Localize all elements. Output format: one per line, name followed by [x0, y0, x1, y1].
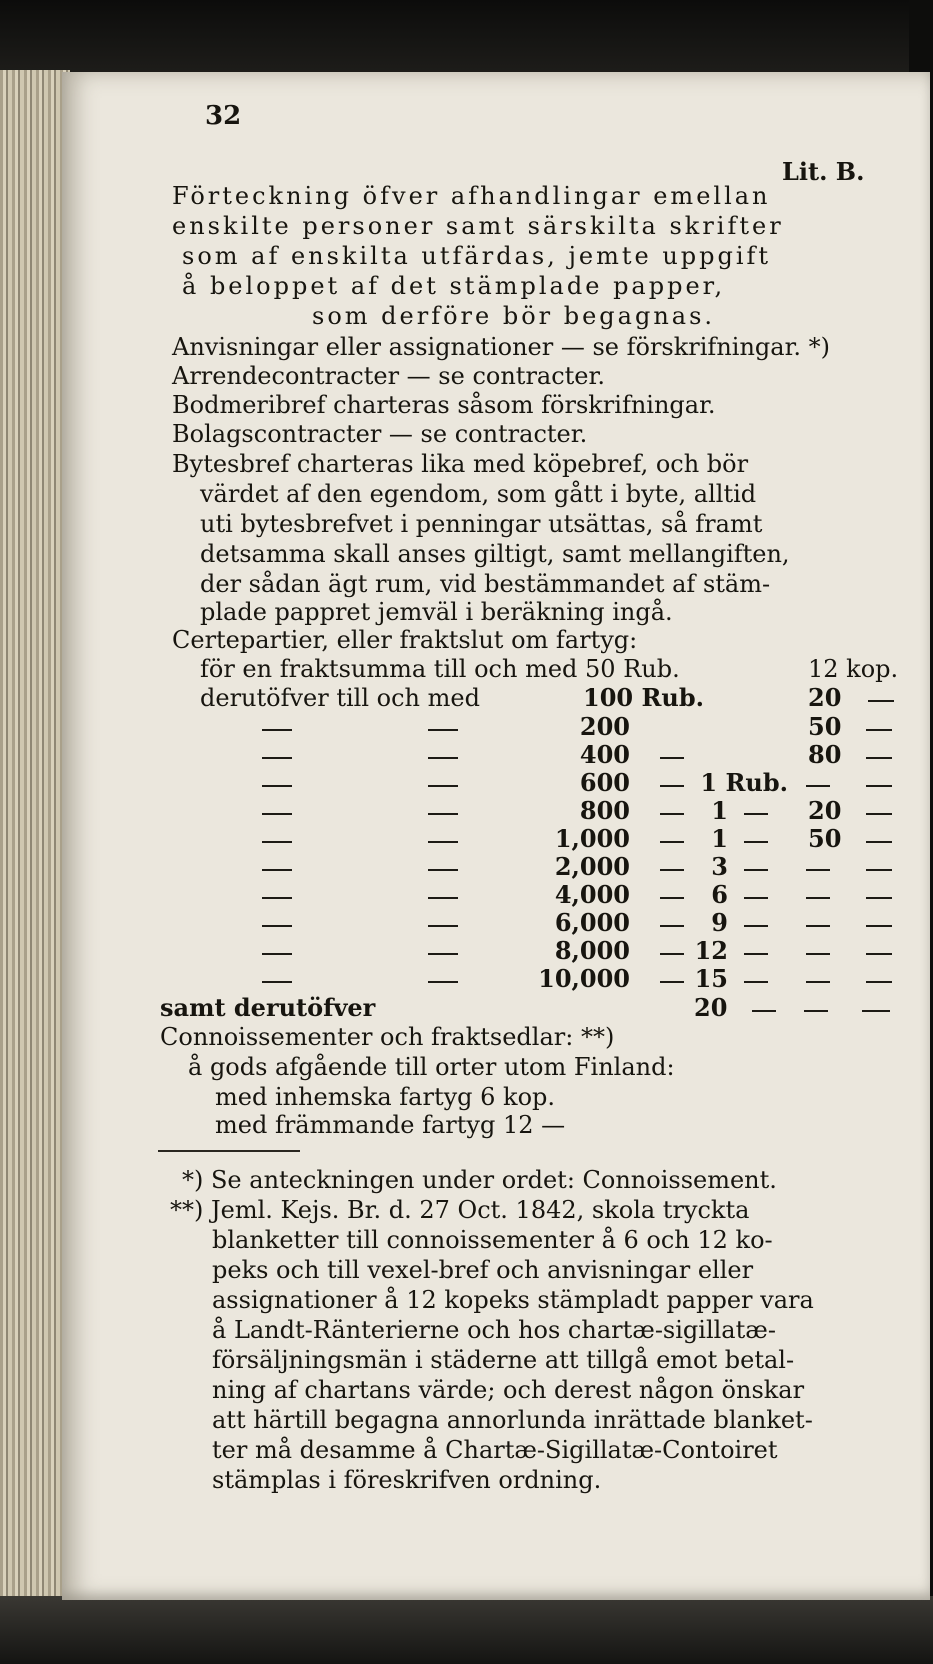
freight-row-rub: 9	[711, 908, 728, 937]
ditto-dash	[744, 925, 768, 927]
entry-bolagscontracter: Bolagscontracter — se contracter.	[172, 420, 588, 448]
ditto-dash	[262, 813, 292, 815]
heading-line-1: Förteckning öfver afhandlingar emellan	[172, 182, 771, 210]
scan-background-bottom	[0, 1596, 933, 1664]
ditto-dash	[262, 869, 292, 871]
ditto-dash	[806, 897, 830, 899]
ditto-dash	[744, 953, 768, 955]
book-page-edges	[0, 70, 70, 1630]
entry-bytesbref-line-6: plade pappret jemväl i beräkning ingå.	[200, 598, 673, 626]
ditto-dash	[744, 813, 768, 815]
freight-second-row-amount: 100 Rub.	[583, 683, 704, 712]
heading-line-3: som af enskilta utfärdas, jemte uppgift	[182, 242, 772, 270]
freight-row-rub: 15	[694, 964, 728, 993]
ditto-dash	[262, 757, 292, 759]
freight-row-kop: 20	[808, 796, 842, 825]
entry-bytesbref-line-3: uti bytesbrefvet i penningar utsättas, så framt	[200, 510, 763, 538]
ditto-dash	[262, 981, 292, 983]
ditto-dash	[804, 1010, 828, 1012]
freight-row-amount: 4,000	[554, 880, 630, 909]
ditto-dash	[744, 981, 768, 983]
ditto-dash	[866, 841, 892, 843]
freight-row-rub: 3	[711, 852, 728, 881]
ditto-dash	[806, 869, 830, 871]
connoissement-line-1: med inhemska fartyg 6 kop.	[215, 1083, 556, 1111]
entry-bytesbref-line-2: värdet af den egendom, som gått i byte, alltid	[200, 480, 757, 508]
connoissement-subheading: å gods afgående till orter utom Finland:	[188, 1053, 675, 1081]
ditto-dash	[428, 869, 458, 871]
footnote-2-line-6: försäljningsmän i städerne att tillgå emot betal-	[212, 1346, 795, 1374]
freight-row-kop: 80	[808, 740, 842, 769]
freight-row-rub: 6	[711, 880, 728, 909]
freight-row-amount: 2,000	[554, 852, 630, 881]
footnote-2-line-5: å Landt-Ränterierne och hos chartæ-sigillatæ-	[212, 1316, 776, 1344]
ditto-dash	[262, 953, 292, 955]
ditto-dash	[262, 925, 292, 927]
ditto-dash	[262, 729, 292, 731]
ditto-dash	[866, 925, 892, 927]
freight-row-amount: 200	[579, 712, 630, 741]
ditto-dash	[806, 953, 830, 955]
entry-bodmeribref: Bodmeribref charteras såsom förskrifningar.	[172, 391, 716, 419]
freight-row-amount: 8,000	[554, 936, 630, 965]
ditto-dash	[660, 757, 684, 759]
heading-line-5: som derföre bör begagnas.	[312, 302, 716, 330]
footnote-2-line-9: ter må desamme å Chartæ-Sigillatæ-Contoiret	[212, 1436, 778, 1464]
entry-bytesbref-line-5: der sådan ägt rum, vid bestämmandet af stäm-	[200, 570, 771, 598]
freight-row-amount: 6,000	[554, 908, 630, 937]
freight-row-amount: 1,000	[554, 824, 630, 853]
freight-second-row-text: derutöfver till och med	[200, 684, 480, 712]
footnote-2-line-3: peks och till vexel-bref och anvisningar eller	[212, 1256, 754, 1284]
ditto-dash	[806, 925, 830, 927]
freight-second-row-kop: 20	[808, 683, 842, 712]
freight-row-amount: 600	[579, 768, 630, 797]
ditto-dash	[660, 813, 684, 815]
ditto-dash	[866, 981, 892, 983]
freight-row-rub: 1 Rub.	[700, 768, 788, 797]
ditto-dash	[660, 925, 684, 927]
ditto-dash	[866, 813, 892, 815]
ditto-dash	[744, 841, 768, 843]
footnote-2-line-10: stämplas i föreskrifven ordning.	[212, 1466, 602, 1494]
footnote-rule	[158, 1150, 300, 1152]
freight-row-kop: 50	[808, 824, 842, 853]
ditto-dash	[428, 897, 458, 899]
ditto-dash	[428, 841, 458, 843]
footnote-2-line-2: blanketter till connoissementer å 6 och 12 ko-	[212, 1226, 773, 1254]
entry-arrendecontracter: Arrendecontracter — se contracter.	[172, 362, 605, 390]
footnote-2-line-1: **) Jeml. Kejs. Br. d. 27 Oct. 1842, skola tryckta	[170, 1196, 750, 1224]
ditto-dash	[744, 897, 768, 899]
ditto-dash	[428, 757, 458, 759]
ditto-dash	[866, 869, 892, 871]
ditto-dash	[866, 757, 892, 759]
ditto-dash	[428, 729, 458, 731]
freight-first-row-text: för en fraktsumma till och med 50 Rub.	[200, 655, 680, 683]
ditto-dash	[806, 981, 830, 983]
ditto-dash	[660, 785, 684, 787]
page-number: 32	[205, 101, 242, 131]
footnote-2-line-8: att härtill begagna annorlunda inrättade blanket-	[212, 1406, 813, 1434]
ditto-dash	[744, 869, 768, 871]
ditto-dash	[660, 953, 684, 955]
ditto-dash	[866, 897, 892, 899]
ditto-dash	[866, 785, 892, 787]
ditto-dash	[262, 785, 292, 787]
freight-final-row-rub: 20	[694, 993, 728, 1022]
freight-first-row-kop: 12 kop.	[808, 655, 899, 683]
ditto-dash	[428, 785, 458, 787]
ditto-dash	[262, 897, 292, 899]
scan-background-top	[0, 0, 933, 80]
ditto-dash	[660, 869, 684, 871]
freight-row-amount: 10,000	[538, 964, 630, 993]
connoissement-heading: Connoissementer och fraktsedlar: **)	[160, 1023, 615, 1051]
ditto-dash	[862, 1010, 890, 1012]
ditto-dash	[428, 813, 458, 815]
heading-line-2: enskilte personer samt särskilta skrifter	[172, 212, 784, 240]
heading-line-4: å beloppet af det stämplade papper,	[182, 272, 726, 300]
ditto-dash	[660, 897, 684, 899]
section-letter: Lit. B.	[782, 157, 865, 186]
footnote-2-line-7: ning af chartans värde; och derest någon önskar	[212, 1376, 805, 1404]
ditto-dash	[868, 700, 894, 702]
entry-bytesbref-line-1: Bytesbref charteras lika med köpebref, och bör	[172, 450, 749, 478]
ditto-dash	[428, 925, 458, 927]
ditto-dash	[752, 1010, 776, 1012]
footnote-2-line-4: assignationer å 12 kopeks stämpladt papper vara	[212, 1286, 814, 1314]
ditto-dash	[660, 981, 684, 983]
freight-row-kop: 50	[808, 712, 842, 741]
footnote-1: *) Se anteckningen under ordet: Connoissement.	[182, 1166, 777, 1194]
freight-row-rub: 12	[694, 936, 728, 965]
ditto-dash	[806, 785, 830, 787]
entry-certepartier: Certepartier, eller fraktslut om fartyg:	[172, 626, 638, 654]
ditto-dash	[866, 729, 892, 731]
connoissement-line-2: med främmande fartyg 12 —	[215, 1111, 566, 1139]
entry-anvisningar: Anvisningar eller assignationer — se förskrifningar. *)	[172, 333, 831, 361]
entry-bytesbref-line-4: detsamma skall anses giltigt, samt mellangiften,	[200, 540, 790, 568]
ditto-dash	[660, 841, 684, 843]
ditto-dash	[866, 953, 892, 955]
freight-row-amount: 800	[579, 796, 630, 825]
ditto-dash	[428, 981, 458, 983]
ditto-dash	[428, 953, 458, 955]
freight-row-rub: 1	[711, 824, 728, 853]
ditto-dash	[262, 841, 292, 843]
freight-row-amount: 400	[579, 740, 630, 769]
freight-row-rub: 1	[711, 796, 728, 825]
freight-final-row-text: samt derutöfver	[160, 993, 376, 1022]
